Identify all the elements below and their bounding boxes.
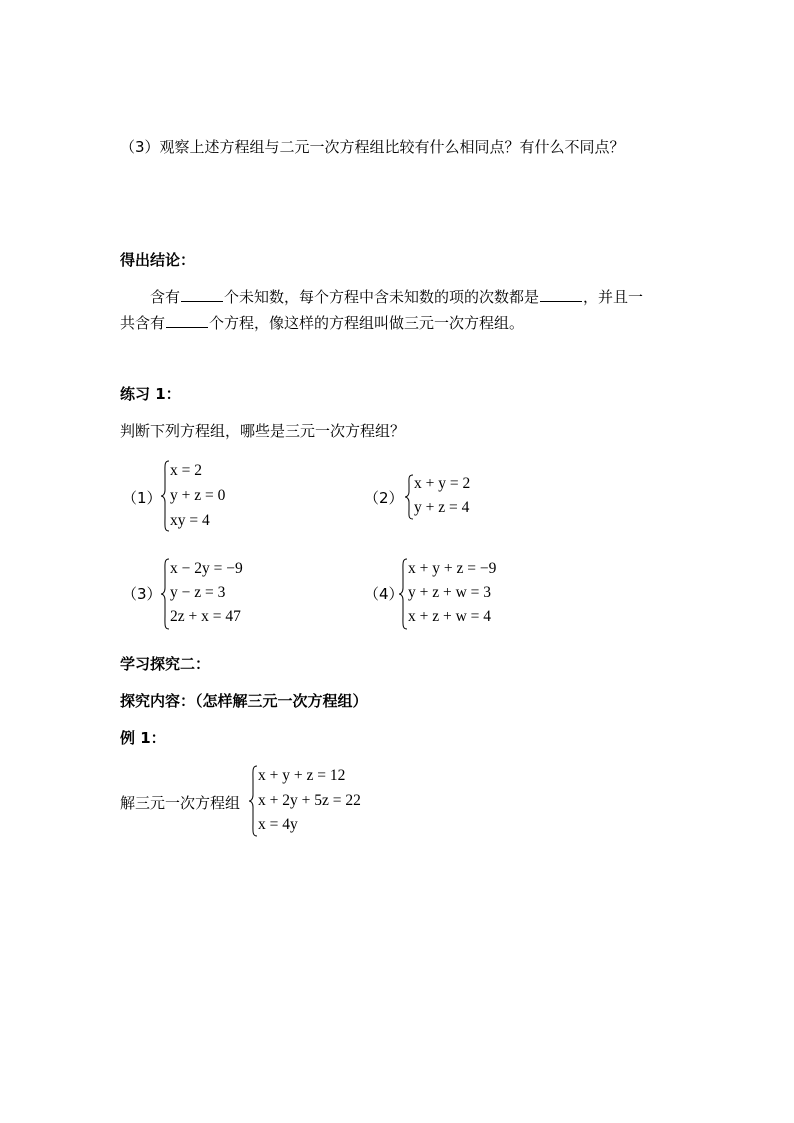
answer-blank[interactable]: [181, 287, 223, 302]
equation: x + y + z = −9: [408, 560, 497, 577]
equation-system-4: [398, 558, 528, 630]
exercise-1-prompt: 判断下列方程组，哪些是三元一次方程组？: [120, 422, 406, 440]
equation: y + z = 0: [170, 487, 226, 504]
equation-system-3: [160, 558, 270, 630]
equation: x = 4y: [258, 816, 298, 833]
system-4-label: （4）: [364, 585, 404, 603]
system-3-label: （3）: [122, 585, 162, 603]
inquiry-content: 探究内容：（怎样解三元一次方程组）: [120, 692, 368, 710]
answer-blank[interactable]: [540, 287, 582, 302]
equation: x − 2y = −9: [170, 560, 243, 577]
system-1-label: （1）: [122, 489, 162, 507]
answer-blank[interactable]: [166, 313, 208, 328]
equation: x + y = 2: [414, 475, 471, 492]
equation: x = 2: [170, 462, 202, 479]
conclusion-text: 共含有: [120, 314, 166, 332]
brace-icon: [398, 558, 408, 630]
conclusion-line-1: [150, 286, 643, 307]
equation: y − z = 3: [170, 584, 226, 601]
conclusion-text: 含有: [150, 288, 181, 306]
conclusion-heading: 得出结论：: [120, 251, 196, 269]
equation: xy = 4: [170, 512, 210, 529]
equation: x + z + w = 4: [408, 608, 492, 625]
brace-icon: [160, 558, 170, 630]
equation: x + y + z = 12: [258, 767, 346, 784]
conclusion-text: 个方程，像这样的方程组叫做三元一次方程组。: [209, 314, 525, 332]
brace-icon: [248, 765, 258, 837]
equation-system-2: [404, 474, 504, 520]
conclusion-line-2: [120, 312, 524, 333]
exercise-1-heading: 练习 1：: [120, 385, 181, 403]
brace-icon: [404, 474, 414, 520]
equation: 2z + x = 47: [170, 608, 241, 625]
equation: y + z = 4: [414, 499, 470, 516]
system-2-label: （2）: [364, 489, 404, 507]
equation: x + 2y + 5z = 22: [258, 792, 361, 809]
conclusion-text: ，并且一: [583, 288, 644, 306]
equation: y + z + w = 3: [408, 584, 492, 601]
equation-system-1: [160, 460, 260, 532]
example-1-heading: 例 1：: [120, 729, 166, 747]
example-1-prompt: 解三元一次方程组: [120, 794, 241, 812]
conclusion-text: 个未知数，每个方程中含未知数的项的次数都是: [224, 288, 540, 306]
example-equation-system: [248, 765, 378, 837]
inquiry-2-heading: 学习探究二：: [120, 655, 211, 673]
brace-icon: [160, 460, 170, 532]
question-3: （3）观察上述方程组与二元一次方程组比较有什么相同点？有什么不同点？: [120, 138, 625, 156]
